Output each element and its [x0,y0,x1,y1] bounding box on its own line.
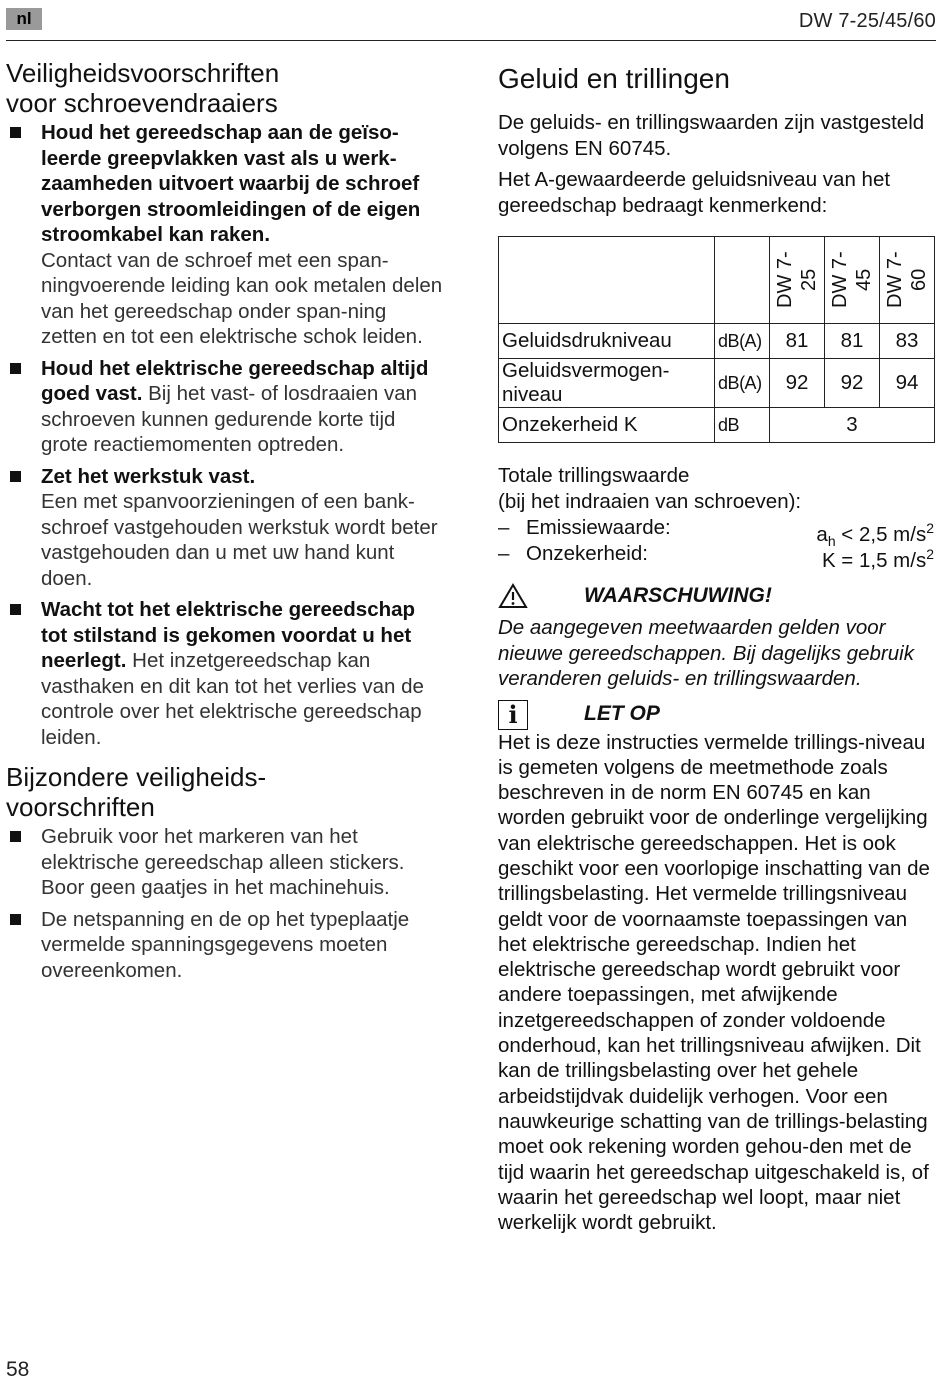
item-bold-text: Houd het elektrische gereedschap altijd goed vast. [41,356,429,405]
warning-title: WAARSCHUWING! [584,584,772,607]
emission-label: Emissiewaarde: [526,516,671,539]
section-title-line2: voorschriften [6,792,155,822]
row-value: 81 [824,324,879,359]
warning-text: De aangegeven meetwaarden gelden voor nieuwe gereedschappen. Bij dagelijks gebruik veranderen geluids- en trillingswaarden. [498,616,914,690]
uncertainty-label: Onzekerheid: [526,542,648,565]
table-header-model [824,237,879,324]
table-header-empty [715,237,770,324]
uncertainty-value [822,541,934,574]
list-item [6,464,446,592]
section-title-line2: voor schroevendraaiers [6,88,278,118]
uncertainty-exponent: 2 [926,546,934,562]
list-item [6,597,446,750]
header-divider [6,40,936,41]
intro-paragraph: De geluids- en trillingswaarden zijn vastgesteld volgens EN 60745. [498,111,925,160]
emission-subscript: h [827,532,836,549]
note-heading [498,700,938,730]
row-label: Geluidsvermogen-niveau [499,359,715,408]
square-bullet-icon [10,363,21,374]
page-number: 58 [6,1358,30,1381]
emission-symbol: a [816,522,828,546]
safety-list [6,120,446,750]
row-label: Onzekerheid K [499,408,715,443]
dash: – [498,542,510,565]
info-icon: i [498,700,528,730]
language-badge: nl [6,8,42,30]
section-title-noise-vibration: Geluid en trillingen [498,63,730,94]
section-title-line1: Bijzondere veiligheids- [6,762,267,792]
section-title-line1: Veiligheidsvoorschriften [6,58,280,88]
model-label: DW 7-25 [773,251,820,309]
item-text: Het inzetgereedschap kan vasthaken en dit kan tot het verlies van de controle over het elektrische gereedschap leiden. [41,649,424,749]
list-item [6,356,446,458]
noise-table [498,236,935,443]
row-value: 92 [769,359,824,408]
item-text: Bij het vast- of losdraaien van schroeven kunnen gedurende korte tijd grote reactiemomenten optreden. [41,382,418,456]
model-header: DW 7-25/45/60 [798,10,936,32]
list-item [6,120,446,350]
list-item [6,907,446,984]
row-value: 3 [769,408,934,443]
special-safety-list [6,824,446,983]
note-title: LET OP [584,701,660,725]
section-title-special-safety [6,762,446,822]
square-bullet-icon [10,831,21,842]
emission-number: < 2,5 m/s [835,522,927,546]
model-label: DW 7-60 [883,251,930,309]
item-text: Gebruik voor het markeren van het elektrische gereedschap alleen stickers. Boor geen gaatjes in het machinehuis. [41,825,405,899]
item-text: Contact van de schroef met een span-ningvoerende leiding kan ook metalen delen van het gereedschap onder span-ning zetten en tot een elektrische schok leiden. [41,248,443,348]
square-bullet-icon [10,604,21,615]
uncertainty-number: K = 1,5 m/s [821,548,927,572]
table-row [499,359,935,408]
row-unit: dB [715,408,770,443]
vibration-row-emission [498,515,938,549]
row-value: 81 [769,324,824,359]
item-text: Een met spanvoorzieningen of een bank-schroef vastgehouden werkstuk wordt beter vastgehouden dan u met uw hand kunt doen. [41,490,438,590]
vibration-title: Totale trillingswaarde [498,464,690,487]
right-column [498,58,938,1235]
square-bullet-icon [10,914,21,925]
vibration-row-uncertainty [498,541,938,572]
item-text: De netspanning en de op het typeplaatje vermelde spanningsgegevens moeten overeenkomen. [41,907,410,982]
table-header-empty [499,237,715,324]
section-title-screwdriver-safety [6,58,446,118]
row-value: 83 [879,324,934,359]
dash: – [498,516,510,539]
left-column [6,58,446,989]
row-value: 92 [824,359,879,408]
square-bullet-icon [10,471,21,482]
table-header-model [769,237,824,324]
intro-paragraph: Het A-gewaardeerde geluidsniveau van het gereedschap bedraagt kenmerkend: [498,168,891,217]
model-label: DW 7-45 [828,251,875,309]
table-row [499,324,935,359]
row-label: Geluidsdrukniveau [499,324,715,359]
row-value: 94 [879,359,934,408]
warning-triangle-icon [498,583,528,609]
emission-exponent: 2 [926,520,934,536]
vibration-subtitle: (bij het indraaien van schroeven): [498,490,802,513]
row-unit: dB(A) [715,324,770,359]
item-bold-text: Zet het werkstuk vast. [41,464,256,488]
table-header-model [879,237,934,324]
table-header-row [499,237,935,324]
item-bold-text: Houd het gereedschap aan de geïso-leerde greepvlakken vast als u werk-zaamheden uitvoert waarbij de schroef verborgen stroomleidingen of de eigen stroomkabel kan raken. [41,121,421,246]
note-text: Het is deze instructies vermelde trillings-niveau is gemeten volgens de meetmethode zoals beschreven in de norm EN 60745 en kan worden gebruikt voor de onderlinge vergelijking van elektrische gereedschappen. Het is ook geschikt voor een voorlopige inschatting van de trillingsbelasting. Het vermelde trillingsniveau geldt voor de voornaamste toepassingen van het elektrische gereedschap. Indien het elektrische gereedschap wordt gebruikt voor andere toepassingen, met afwijkende inzetgereedschappen of zonder voldoende onderhoud, kan het trillingsniveau afwijken. Dit kan de trillingsbelasting over het gehele arbeidstijdvak duidelijk verhogen. Voor een nauwkeurige schatting van de trillings-belasting moet ook rekening worden gehou-den met de tijd waarin het gereedschap uitgeschakeld is, of waarin het gereedschap wel loopt, maar niet werkelijk wordt gebruikt. [498,730,930,1235]
list-item [6,824,446,901]
vibration-block [498,463,938,572]
row-unit: dB(A) [715,359,770,408]
table-row [499,408,935,443]
square-bullet-icon [10,127,21,138]
item-bold-text: Wacht tot het elektrische gereedschap tot stilstand is gekomen voordat u het neerlegt. [41,598,416,672]
warning-heading [498,583,938,611]
